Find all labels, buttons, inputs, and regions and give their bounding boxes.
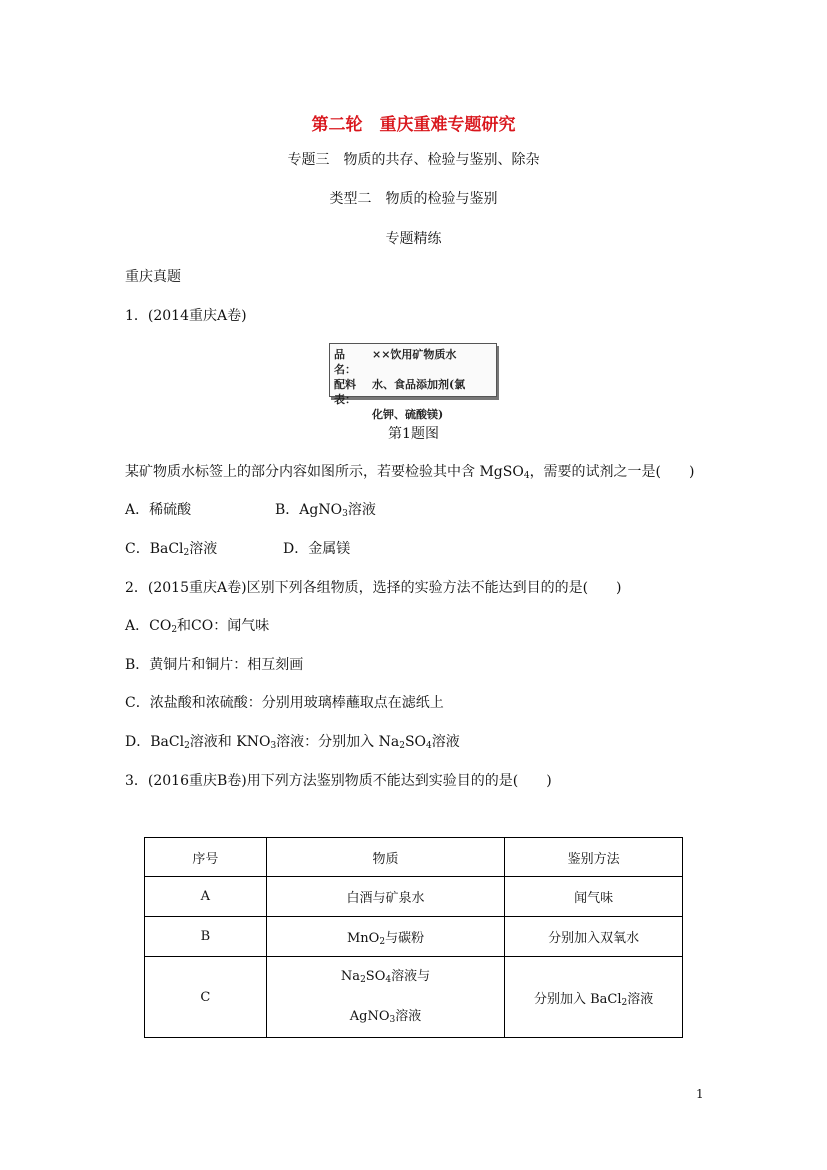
row-b-substance: MnO$_2$与碳粉	[266, 917, 505, 957]
q2-stem: 2．(2015重庆A卷)区别下列各组物质，选择的实验方法不能达到目的的是( )	[125, 580, 622, 596]
header-substance: 物质	[266, 838, 505, 877]
row-a-id: A	[145, 877, 267, 917]
q1-stem: 某矿物质水标签上的部分内容如图所示，若要检验其中含 MgSO$_4$，需要的试剂之一是( )	[125, 464, 695, 481]
q2-option-b: B．黄铜片和铜片：相互刻画	[125, 657, 304, 673]
header-id: 序号	[145, 838, 267, 877]
table-row	[145, 957, 683, 1038]
row-c-id: C	[145, 957, 267, 1038]
q1-label-image	[329, 343, 497, 421]
row-c-method: 分别加入 BaCl$_2$溶液	[505, 957, 683, 1038]
row-a-substance: 白酒与矿泉水	[266, 877, 505, 917]
label-name-value: ××饮用矿物质水	[372, 348, 457, 361]
label-ingredients-line1: 水、食品添加剂(氯	[372, 378, 466, 391]
q1-source: 1．(2014重庆A卷)	[125, 308, 247, 324]
q3-table	[144, 837, 683, 1038]
page-number: 1	[696, 1087, 704, 1101]
q1-figure-caption: 第1题图	[388, 426, 439, 442]
page-title: 第二轮 重庆重难专题研究	[311, 115, 516, 135]
topic-heading: 专题三 物质的共存、检验与鉴别、除杂	[287, 152, 540, 168]
table-header-row	[145, 838, 683, 877]
table-row	[145, 877, 683, 917]
q2-option-d: D．BaCl$_2$溶液和 $KNO_3$溶液：分别加入 $Na_2SO_4$溶液	[125, 734, 460, 751]
header-method: 鉴别方法	[505, 838, 683, 877]
q1-option-d: D．金属镁	[283, 541, 351, 557]
q3-stem: 3．(2016重庆B卷)用下列方法鉴别物质不能达到实验目的的是( )	[125, 773, 552, 789]
row-b-method: 分别加入双氧水	[505, 917, 683, 957]
q1-option-c: C．BaCl$_2$溶液	[125, 541, 218, 558]
section-heading: 专题精练	[385, 231, 442, 247]
label-name-key: 品 名：	[334, 348, 356, 376]
q2-option-c: C．浓盐酸和浓硫酸：分别用玻璃棒蘸取点在滤纸上	[125, 695, 444, 711]
row-a-method: 闻气味	[505, 877, 683, 917]
row-b-id: B	[145, 917, 267, 957]
q2-option-a: A．$CO_2$和CO：闻气味	[125, 618, 270, 635]
q1-option-a: A．稀硫酸	[125, 502, 192, 518]
label-ingredients-key: 配料表：	[334, 378, 356, 406]
type-heading: 类型二 物质的检验与鉴别	[329, 191, 498, 207]
label-ingredients-line2: 化钾、硫酸镁)	[372, 408, 444, 421]
table-row	[145, 917, 683, 957]
real-exam-heading: 重庆真题	[125, 269, 181, 285]
row-c-substance: $Na_2SO_4$溶液与 AgNO$_3$溶液	[266, 957, 505, 1038]
q1-option-b: B．AgNO$_3$溶液	[275, 502, 376, 519]
